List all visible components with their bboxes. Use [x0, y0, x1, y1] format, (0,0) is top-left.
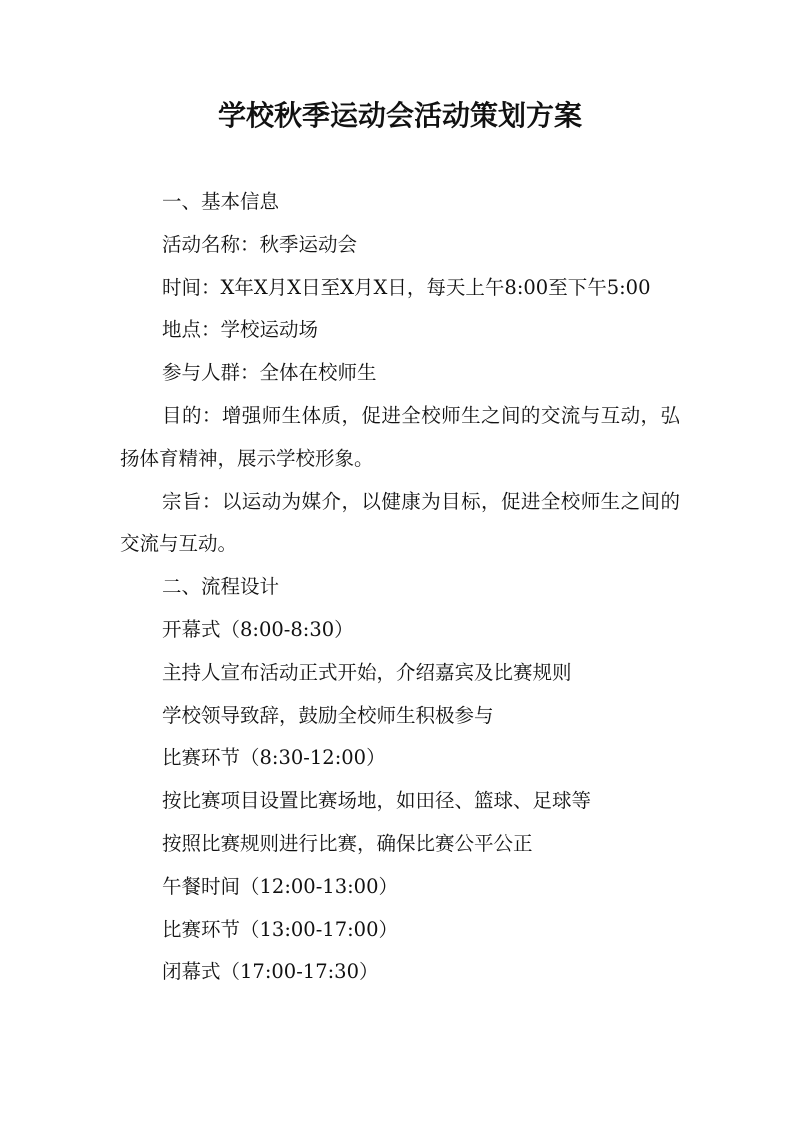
document-body — [120, 181, 680, 994]
paragraph-morning-competition: 比赛环节（8:30-12:00） — [162, 746, 386, 770]
paragraph-activity-name: 活动名称：秋季运动会 — [162, 232, 358, 256]
paragraph-leader-speech: 学校领导致辞，鼓励全校师生积极参与 — [162, 703, 494, 727]
document-title: 学校秋季运动会活动策划方案 — [217, 99, 582, 132]
paragraph-time: 时间：X年X月X日至X月X日，每天上午8:00至下午5:00 — [162, 275, 651, 299]
paragraph-opening-ceremony: 开幕式（8:00-8:30） — [162, 617, 354, 641]
section-heading-basic-info: 一、基本信息 — [162, 190, 280, 213]
paragraph-fair-play: 按照比赛规则进行比赛，确保比赛公平公正 — [162, 831, 533, 855]
paragraph-afternoon-competition: 比赛环节（13:00-17:00） — [162, 917, 398, 941]
paragraph-host-announcement: 主持人宣布活动正式开始，介绍嘉宾及比赛规则 — [162, 660, 572, 684]
paragraph-lunch-time: 午餐时间（12:00-13:00） — [162, 874, 398, 898]
section-heading-process: 二、流程设计 — [162, 575, 280, 599]
paragraph-purpose: 目的：增强师生体质，促进全校师生之间的交流与互动，弘扬体育精神，展示学校形象。 — [120, 403, 680, 470]
paragraph-closing-ceremony: 闭幕式（17:00-17:30） — [162, 960, 379, 984]
paragraph-participants: 参与人群：全体在校师生 — [162, 361, 377, 385]
paragraph-venue-setup: 按比赛项目设置比赛场地，如田径、篮球、足球等 — [162, 789, 592, 813]
paragraph-location: 地点：学校运动场 — [162, 318, 319, 342]
paragraph-tenet: 宗旨：以运动为媒介，以健康为目标，促进全校师生之间的交流与互动。 — [120, 489, 680, 556]
